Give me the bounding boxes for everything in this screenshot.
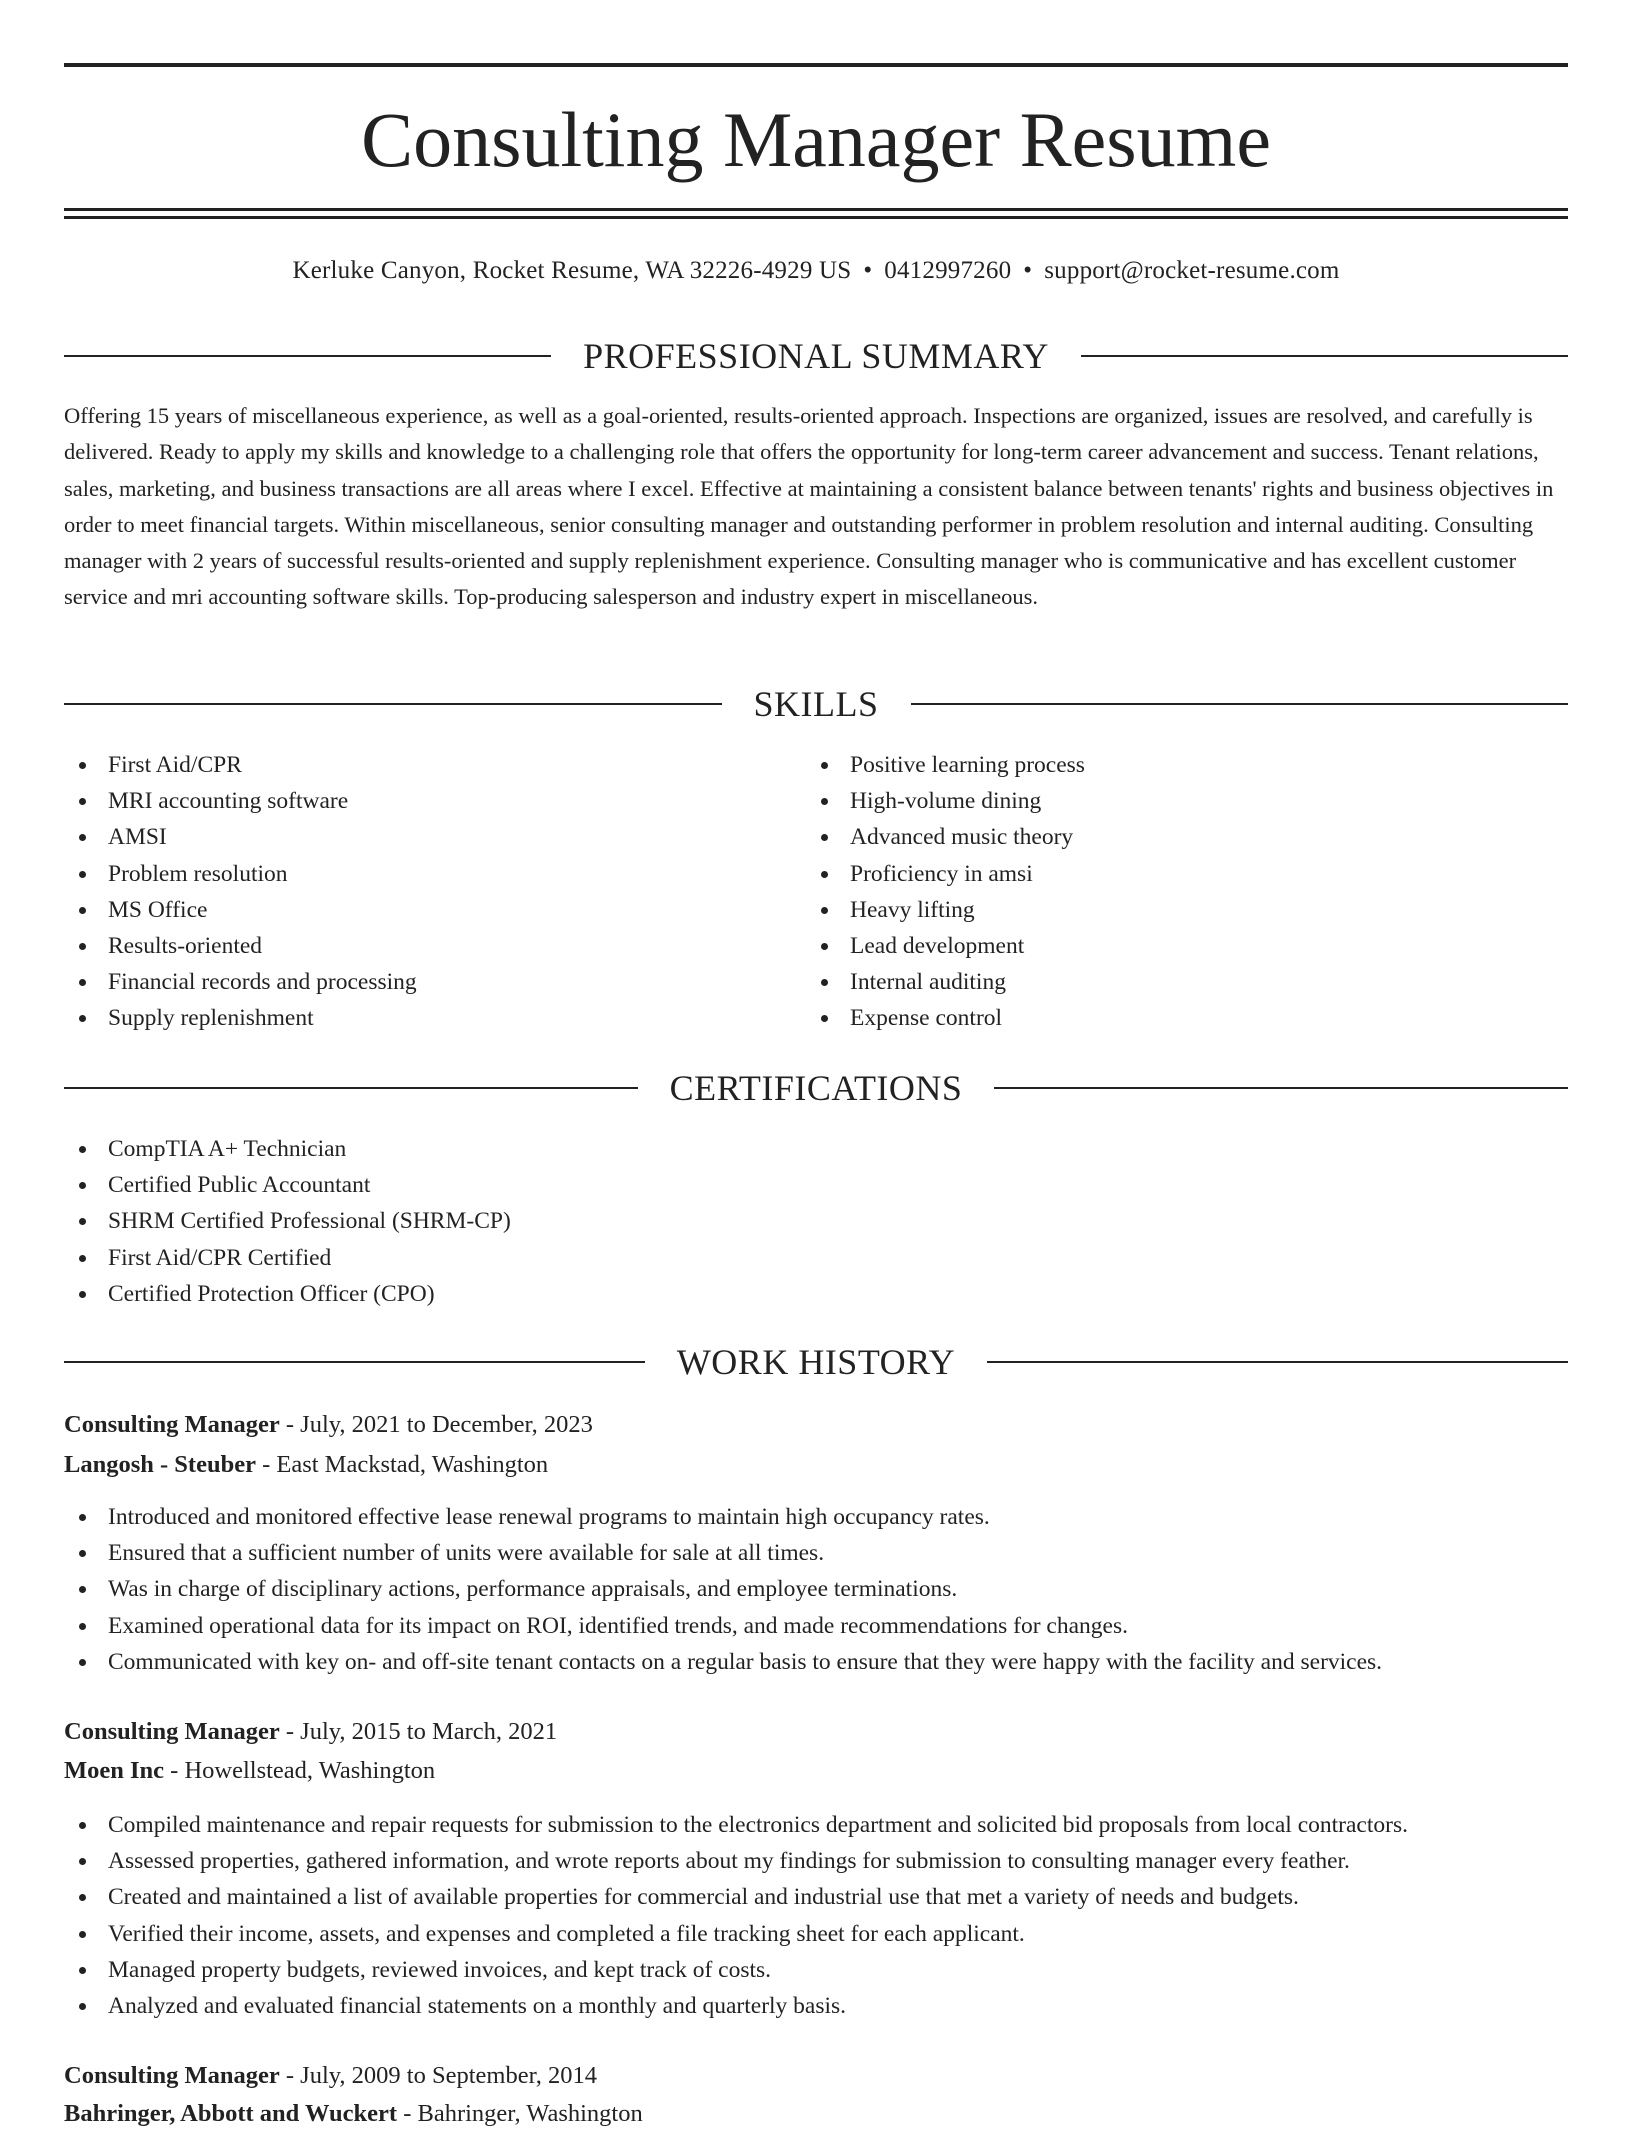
section-rule-right — [987, 1361, 1568, 1363]
skill-item: Heavy lifting — [806, 892, 1085, 928]
skill-item: High-volume dining — [806, 783, 1085, 819]
title-rule-lower — [64, 216, 1568, 219]
job-bullet: Introduced and monitored effective lease renewal programs to maintain high occupancy rates. — [64, 1499, 1382, 1535]
skill-item: MRI accounting software — [64, 783, 417, 819]
certification-item: SHRM Certified Professional (SHRM-CP) — [64, 1203, 511, 1239]
certification-item: Certified Protection Officer (CPO) — [64, 1276, 511, 1312]
skill-item: Results-oriented — [64, 928, 417, 964]
section-rule-left — [64, 355, 551, 357]
skill-item: Advanced music theory — [806, 819, 1085, 855]
section-rule-left — [64, 1361, 645, 1363]
resume-title: Consulting Manager Resume — [361, 96, 1271, 183]
job-location: - East Mackstad, Washington — [255, 1451, 549, 1478]
job-company-line — [64, 1447, 548, 1483]
certification-item: First Aid/CPR Certified — [64, 1240, 511, 1276]
job-bullet: Analyzed and evaluated financial statements on a monthly and quarterly basis. — [64, 1988, 1408, 2024]
job-company-line — [64, 1753, 435, 1789]
job-title-line — [64, 1714, 557, 1750]
contact-separator: • — [1023, 257, 1033, 284]
section-rule-left — [64, 1087, 638, 1089]
skill-item: Positive learning process — [806, 747, 1085, 783]
skill-item: AMSI — [64, 819, 417, 855]
certifications-list — [64, 1131, 511, 1312]
job-bullet: Compiled maintenance and repair requests for submission to the electronics department and solicited bid proposals from local contractors. — [64, 1807, 1408, 1843]
section-rule-right — [994, 1087, 1568, 1089]
skill-item: Internal auditing — [806, 964, 1085, 1000]
section-header-certifications — [64, 1066, 1568, 1110]
job-bullet: Managed property budgets, reviewed invoices, and kept track of costs. — [64, 1952, 1408, 1988]
job-company: Langosh - Steuber — [64, 1451, 256, 1478]
summary-text: Offering 15 years of miscellaneous experience, as well as a goal-oriented, results-oriented approach. Inspections are organized, issues are resolved, and carefully is delivered. Ready to apply my skills and knowledge to a challenging role that offers the opportunity for long-term career advancement and success. Tenant relations, sales, marketing, and business transactions are all areas where I excel. Effective at maintaining a consistent balance between tenants' rights and business objectives in order to meet financial targets. Within miscellaneous, senior consulting manager and outstanding performer in problem resolution and internal auditing. Consulting manager with 2 years of successful results-oriented and supply replenishment experience. Consulting manager who is communicative and has excellent customer service and mri accounting software skills. Top-producing salesperson and industry expert in miscellaneous. — [64, 403, 1554, 610]
job-title: Consulting Manager — [64, 1411, 280, 1438]
section-header-skills — [64, 682, 1568, 726]
skill-item: Financial records and processing — [64, 964, 417, 1000]
section-title-certifications: CERTIFICATIONS — [669, 1068, 963, 1108]
job-bullet: Assessed properties, gathered information, and wrote reports about my findings for submission to consulting manager every feather. — [64, 1843, 1408, 1879]
contact-separator: • — [863, 257, 873, 284]
section-rule-right — [911, 703, 1569, 705]
skills-list-left — [64, 747, 417, 1037]
top-rule — [64, 63, 1568, 67]
job-company: Bahringer, Abbott and Wuckert — [64, 2100, 398, 2127]
skill-item: Proficiency in amsi — [806, 856, 1085, 892]
job-bullet: Was in charge of disciplinary actions, performance appraisals, and employee terminations. — [64, 1571, 1382, 1607]
job-title-line — [64, 2058, 597, 2094]
contact-address: Kerluke Canyon, Rocket Resume, WA 32226-4929 US — [292, 257, 852, 284]
job-dates: - July, 2009 to September, 2014 — [279, 2062, 598, 2089]
job-title-line — [64, 1407, 593, 1443]
contact-line — [64, 254, 1568, 288]
skills-list-right — [806, 747, 1085, 1037]
skill-item: Expense control — [806, 1000, 1085, 1036]
certification-item: CompTIA A+ Technician — [64, 1131, 511, 1167]
job-bullets — [64, 1499, 1382, 1680]
job-bullet: Verified their income, assets, and expenses and completed a file tracking sheet for each applicant. — [64, 1916, 1408, 1952]
section-title-skills: SKILLS — [753, 684, 879, 724]
job-bullet: Created and maintained a list of available properties for commercial and industrial use that met a variety of needs and budgets. — [64, 1879, 1408, 1915]
job-bullet: Communicated with key on- and off-site tenant contacts on a regular basis to ensure that they were happy with the facility and services. — [64, 1644, 1382, 1680]
skill-item: First Aid/CPR — [64, 747, 417, 783]
section-rule-right — [1081, 355, 1568, 357]
skill-item: Lead development — [806, 928, 1085, 964]
section-rule-left — [64, 703, 722, 705]
skill-item: MS Office — [64, 892, 417, 928]
job-bullet: Examined operational data for its impact on ROI, identified trends, and made recommendations for changes. — [64, 1608, 1382, 1644]
section-header-summary — [64, 334, 1568, 378]
job-bullets — [64, 1807, 1408, 2024]
section-header-work-history — [64, 1340, 1568, 1384]
job-company: Moen Inc — [64, 1757, 165, 1784]
title-rule-upper — [64, 208, 1568, 211]
job-location: - Howellstead, Washington — [164, 1757, 436, 1784]
job-dates: - July, 2015 to March, 2021 — [279, 1718, 558, 1745]
certification-item: Certified Public Accountant — [64, 1167, 511, 1203]
job-company-line — [64, 2096, 643, 2132]
contact-phone: 0412997260 — [884, 257, 1012, 284]
contact-email: support@rocket-resume.com — [1044, 257, 1340, 284]
job-title: Consulting Manager — [64, 1718, 280, 1745]
section-title-work-history: WORK HISTORY — [676, 1342, 956, 1382]
job-title: Consulting Manager — [64, 2062, 280, 2089]
skill-item: Supply replenishment — [64, 1000, 417, 1036]
job-dates: - July, 2021 to December, 2023 — [279, 1411, 593, 1438]
job-location: - Bahringer, Washington — [397, 2100, 643, 2127]
job-bullet: Ensured that a sufficient number of units were available for sale at all times. — [64, 1535, 1382, 1571]
section-title-summary: PROFESSIONAL SUMMARY — [583, 336, 1049, 376]
skill-item: Problem resolution — [64, 856, 417, 892]
